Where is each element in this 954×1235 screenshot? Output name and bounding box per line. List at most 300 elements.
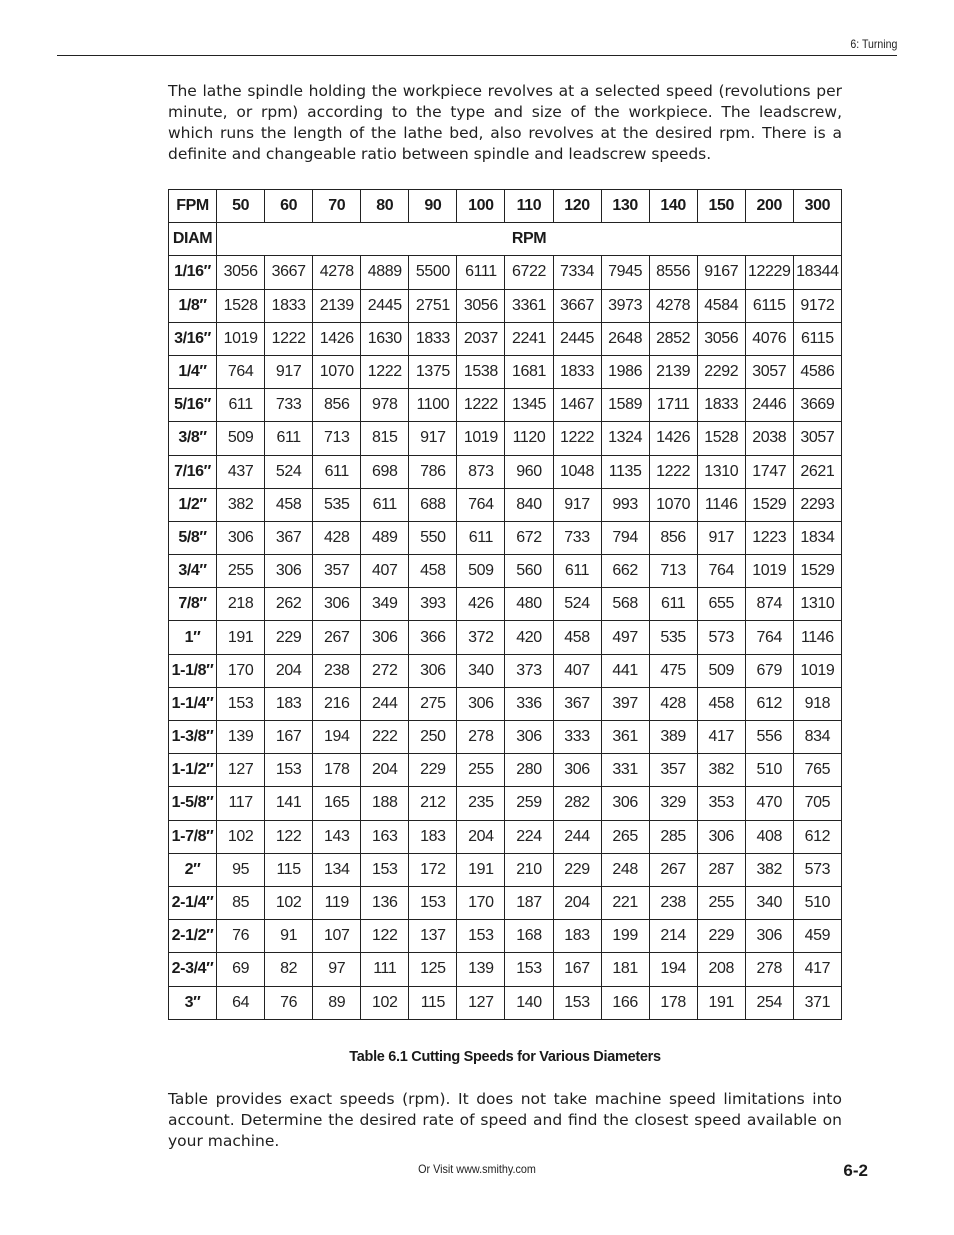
- table-row: [169, 521, 842, 554]
- rpm-cell: 259: [505, 787, 553, 820]
- rpm-cell: 208: [697, 953, 745, 986]
- rpm-cell: 168: [505, 920, 553, 953]
- table-row: [169, 256, 842, 289]
- rpm-cell: 765: [793, 754, 841, 787]
- rpm-cell: 3361: [505, 289, 553, 322]
- rpm-cell: 1426: [649, 422, 697, 455]
- table-row: [169, 289, 842, 322]
- rpm-cell: 1222: [361, 355, 409, 388]
- rpm-cell: 115: [265, 853, 313, 886]
- rpm-cell: 1528: [217, 289, 265, 322]
- rpm-cell: 873: [457, 455, 505, 488]
- diameter-cell: 2-1/2″: [169, 920, 217, 953]
- rpm-cell: 1324: [601, 422, 649, 455]
- rpm-cell: 655: [697, 588, 745, 621]
- diameter-cell: 3″: [169, 986, 217, 1019]
- table-row: [169, 588, 842, 621]
- rpm-cell: 111: [361, 953, 409, 986]
- rpm-cell: 361: [601, 721, 649, 754]
- rpm-cell: 194: [649, 953, 697, 986]
- diameter-cell: 1/16″: [169, 256, 217, 289]
- rpm-cell: 611: [553, 555, 601, 588]
- rpm-cell: 353: [697, 787, 745, 820]
- rpm-cell: 489: [361, 521, 409, 554]
- table-caption: Table 6.1 Cutting Speeds for Various Diameters: [349, 1049, 661, 1065]
- rpm-cell: 115: [409, 986, 457, 1019]
- diameter-cell: 1-1/8″: [169, 654, 217, 687]
- rpm-cell: 1310: [793, 588, 841, 621]
- rpm-cell: 2445: [361, 289, 409, 322]
- rpm-cell: 2621: [793, 455, 841, 488]
- rpm-cell: 183: [409, 820, 457, 853]
- fpm-label: FPM: [169, 190, 217, 223]
- diameter-cell: 2-1/4″: [169, 886, 217, 919]
- rpm-cell: 2292: [697, 355, 745, 388]
- rpm-cell: 102: [217, 820, 265, 853]
- table-row: [169, 886, 842, 919]
- rpm-cell: 97: [313, 953, 361, 986]
- rpm-cell: 191: [217, 621, 265, 654]
- rpm-cell: 282: [553, 787, 601, 820]
- rpm-cell: 535: [649, 621, 697, 654]
- rpm-cell: 357: [313, 555, 361, 588]
- rpm-cell: 573: [793, 853, 841, 886]
- rpm-cell: 4584: [697, 289, 745, 322]
- rpm-cell: 216: [313, 687, 361, 720]
- rpm-cell: 143: [313, 820, 361, 853]
- rpm-cell: 1310: [697, 455, 745, 488]
- fpm-value: 130: [601, 190, 649, 223]
- rpm-cell: 382: [217, 488, 265, 521]
- rpm-cell: 127: [217, 754, 265, 787]
- rpm-cell: 127: [457, 986, 505, 1019]
- rpm-cell: 140: [505, 986, 553, 1019]
- diameter-cell: 7/16″: [169, 455, 217, 488]
- rpm-cell: 139: [217, 721, 265, 754]
- table-row: [169, 455, 842, 488]
- rpm-cell: 191: [697, 986, 745, 1019]
- rpm-cell: 1747: [745, 455, 793, 488]
- rpm-cell: 389: [649, 721, 697, 754]
- rpm-cell: 1467: [553, 389, 601, 422]
- rpm-cell: 733: [553, 521, 601, 554]
- rpm-cell: 705: [793, 787, 841, 820]
- rpm-cell: 560: [505, 555, 553, 588]
- rpm-cell: 407: [361, 555, 409, 588]
- table-row: [169, 422, 842, 455]
- rpm-cell: 1222: [553, 422, 601, 455]
- diameter-cell: 2-3/4″: [169, 953, 217, 986]
- rpm-cell: 306: [697, 820, 745, 853]
- rpm-cell: 662: [601, 555, 649, 588]
- rpm-cell: 2751: [409, 289, 457, 322]
- rpm-cell: 372: [457, 621, 505, 654]
- rpm-cell: 267: [649, 853, 697, 886]
- rpm-cell: 458: [265, 488, 313, 521]
- rpm-cell: 480: [505, 588, 553, 621]
- rpm-cell: 349: [361, 588, 409, 621]
- rpm-label: RPM: [217, 223, 842, 256]
- rpm-cell: 382: [697, 754, 745, 787]
- rpm-cell: 1529: [745, 488, 793, 521]
- rpm-cell: 1070: [649, 488, 697, 521]
- rpm-cell: 497: [601, 621, 649, 654]
- rpm-cell: 82: [265, 953, 313, 986]
- rpm-cell: 1019: [217, 322, 265, 355]
- rpm-cell: 366: [409, 621, 457, 654]
- rpm-cell: 420: [505, 621, 553, 654]
- rpm-cell: 2139: [313, 289, 361, 322]
- rpm-cell: 141: [265, 787, 313, 820]
- rpm-cell: 917: [553, 488, 601, 521]
- rpm-cell: 85: [217, 886, 265, 919]
- rpm-cell: 856: [313, 389, 361, 422]
- rpm-cell: 874: [745, 588, 793, 621]
- rpm-cell: 183: [553, 920, 601, 953]
- rpm-cell: 336: [505, 687, 553, 720]
- rpm-cell: 470: [745, 787, 793, 820]
- rpm-cell: 187: [505, 886, 553, 919]
- rpm-cell: 204: [457, 820, 505, 853]
- rpm-cell: 244: [553, 820, 601, 853]
- rpm-cell: 764: [745, 621, 793, 654]
- rpm-cell: 136: [361, 886, 409, 919]
- table-row: [169, 488, 842, 521]
- rpm-cell: 204: [361, 754, 409, 787]
- diameter-cell: 1-3/8″: [169, 721, 217, 754]
- rpm-cell: 840: [505, 488, 553, 521]
- diameter-cell: 2″: [169, 853, 217, 886]
- rpm-cell: 153: [505, 953, 553, 986]
- rpm-cell: 393: [409, 588, 457, 621]
- fpm-value: 110: [505, 190, 553, 223]
- rpm-cell: 178: [313, 754, 361, 787]
- rpm-cell: 238: [313, 654, 361, 687]
- rpm-cell: 178: [649, 986, 697, 1019]
- rpm-cell: 194: [313, 721, 361, 754]
- table-row: [169, 920, 842, 953]
- rpm-cell: 340: [457, 654, 505, 687]
- rpm-cell: 371: [793, 986, 841, 1019]
- rpm-cell: 688: [409, 488, 457, 521]
- rpm-cell: 244: [361, 687, 409, 720]
- table-row: [169, 389, 842, 422]
- fpm-value: 60: [265, 190, 313, 223]
- rpm-cell: 329: [649, 787, 697, 820]
- rpm-cell: 265: [601, 820, 649, 853]
- rpm-cell: 458: [697, 687, 745, 720]
- rpm-cell: 698: [361, 455, 409, 488]
- rpm-cell: 183: [265, 687, 313, 720]
- page-number: 6-2: [843, 1161, 868, 1180]
- rpm-cell: 1833: [697, 389, 745, 422]
- rpm-cell: 139: [457, 953, 505, 986]
- rpm-cell: 535: [313, 488, 361, 521]
- rpm-cell: 181: [601, 953, 649, 986]
- rpm-cell: 367: [265, 521, 313, 554]
- rpm-cell: 331: [601, 754, 649, 787]
- rpm-cell: 1222: [457, 389, 505, 422]
- rpm-cell: 125: [409, 953, 457, 986]
- rpm-cell: 917: [265, 355, 313, 388]
- fpm-value: 300: [793, 190, 841, 223]
- rpm-cell: 9167: [697, 256, 745, 289]
- rpm-cell: 441: [601, 654, 649, 687]
- rpm-cell: 917: [697, 521, 745, 554]
- diam-header-row: [169, 223, 842, 256]
- rpm-cell: 285: [649, 820, 697, 853]
- diameter-cell: 5/16″: [169, 389, 217, 422]
- fpm-value: 200: [745, 190, 793, 223]
- rpm-cell: 1834: [793, 521, 841, 554]
- rpm-cell: 229: [409, 754, 457, 787]
- rpm-cell: 6115: [745, 289, 793, 322]
- rpm-cell: 165: [313, 787, 361, 820]
- rpm-cell: 611: [265, 422, 313, 455]
- rpm-cell: 221: [601, 886, 649, 919]
- rpm-cell: 254: [745, 986, 793, 1019]
- table-row: [169, 754, 842, 787]
- intro-paragraph: The lathe spindle holding the workpiece revolves at a selected speed (revolutions per minute, or rpm) according to the type and size of the workpiece. The leadscrew, which runs the length of the lathe bed, also revolves at the desired rpm. There is a definite and changeable ratio between spindle and leadscrew speeds.: [168, 82, 842, 163]
- rpm-cell: 834: [793, 721, 841, 754]
- fpm-value: 120: [553, 190, 601, 223]
- rpm-cell: 960: [505, 455, 553, 488]
- rpm-cell: 612: [745, 687, 793, 720]
- rpm-cell: 340: [745, 886, 793, 919]
- diameter-cell: 1/4″: [169, 355, 217, 388]
- table-row: [169, 986, 842, 1019]
- rpm-cell: 224: [505, 820, 553, 853]
- rpm-cell: 204: [553, 886, 601, 919]
- rpm-cell: 3973: [601, 289, 649, 322]
- rpm-cell: 306: [361, 621, 409, 654]
- rpm-cell: 1529: [793, 555, 841, 588]
- rpm-cell: 509: [457, 555, 505, 588]
- section-label: 6: Turning: [850, 37, 897, 51]
- rpm-cell: 102: [361, 986, 409, 1019]
- rpm-cell: 458: [553, 621, 601, 654]
- rpm-cell: 1070: [313, 355, 361, 388]
- table-row: [169, 787, 842, 820]
- diameter-cell: 5/8″: [169, 521, 217, 554]
- rpm-cell: 306: [553, 754, 601, 787]
- rpm-cell: 250: [409, 721, 457, 754]
- rpm-cell: 978: [361, 389, 409, 422]
- rpm-cell: 426: [457, 588, 505, 621]
- rpm-cell: 408: [745, 820, 793, 853]
- rpm-cell: 1146: [697, 488, 745, 521]
- rpm-cell: 210: [505, 853, 553, 886]
- rpm-cell: 4586: [793, 355, 841, 388]
- rpm-cell: 611: [649, 588, 697, 621]
- rpm-cell: 524: [553, 588, 601, 621]
- rpm-cell: 117: [217, 787, 265, 820]
- table-row: [169, 953, 842, 986]
- rpm-cell: 4278: [649, 289, 697, 322]
- rpm-cell: 166: [601, 986, 649, 1019]
- rpm-cell: 568: [601, 588, 649, 621]
- rpm-cell: 153: [265, 754, 313, 787]
- table-row: [169, 654, 842, 687]
- rpm-cell: 214: [649, 920, 697, 953]
- rpm-cell: 428: [649, 687, 697, 720]
- diameter-cell: 1-1/4″: [169, 687, 217, 720]
- rpm-cell: 713: [313, 422, 361, 455]
- fpm-value: 70: [313, 190, 361, 223]
- diameter-cell: 3/8″: [169, 422, 217, 455]
- rpm-cell: 6115: [793, 322, 841, 355]
- rpm-cell: 1135: [601, 455, 649, 488]
- rpm-cell: 229: [265, 621, 313, 654]
- rpm-cell: 170: [217, 654, 265, 687]
- rpm-cell: 367: [553, 687, 601, 720]
- rpm-cell: 153: [361, 853, 409, 886]
- rpm-cell: 167: [553, 953, 601, 986]
- rpm-cell: 2648: [601, 322, 649, 355]
- rpm-cell: 306: [409, 654, 457, 687]
- rpm-cell: 856: [649, 521, 697, 554]
- rpm-cell: 417: [697, 721, 745, 754]
- rpm-cell: 917: [409, 422, 457, 455]
- fpm-value: 140: [649, 190, 697, 223]
- table-row: [169, 721, 842, 754]
- rpm-cell: 306: [313, 588, 361, 621]
- rpm-cell: 510: [793, 886, 841, 919]
- rpm-cell: 134: [313, 853, 361, 886]
- rpm-cell: 199: [601, 920, 649, 953]
- diam-label: DIAM: [169, 223, 217, 256]
- rpm-cell: 612: [793, 820, 841, 853]
- rpm-cell: 212: [409, 787, 457, 820]
- rpm-cell: 786: [409, 455, 457, 488]
- rpm-cell: 1833: [265, 289, 313, 322]
- rpm-cell: 357: [649, 754, 697, 787]
- rpm-cell: 204: [265, 654, 313, 687]
- rpm-cell: 458: [409, 555, 457, 588]
- table-row: [169, 687, 842, 720]
- rpm-cell: 764: [697, 555, 745, 588]
- rpm-cell: 733: [265, 389, 313, 422]
- table-row: [169, 621, 842, 654]
- table-row: [169, 820, 842, 853]
- rpm-cell: 1630: [361, 322, 409, 355]
- rpm-cell: 153: [553, 986, 601, 1019]
- rpm-cell: 1833: [409, 322, 457, 355]
- rpm-cell: 611: [457, 521, 505, 554]
- rpm-cell: 7334: [553, 256, 601, 289]
- rpm-cell: 475: [649, 654, 697, 687]
- rpm-cell: 3056: [457, 289, 505, 322]
- rpm-cell: 64: [217, 986, 265, 1019]
- rpm-cell: 248: [601, 853, 649, 886]
- fpm-header-row: [169, 190, 842, 223]
- rpm-cell: 2852: [649, 322, 697, 355]
- rpm-cell: 713: [649, 555, 697, 588]
- rpm-cell: 278: [745, 953, 793, 986]
- rpm-cell: 3669: [793, 389, 841, 422]
- rpm-cell: 1833: [553, 355, 601, 388]
- rpm-cell: 119: [313, 886, 361, 919]
- rpm-cell: 993: [601, 488, 649, 521]
- fpm-value: 100: [457, 190, 505, 223]
- rpm-cell: 262: [265, 588, 313, 621]
- rpm-cell: 218: [217, 588, 265, 621]
- rpm-cell: 510: [745, 754, 793, 787]
- rpm-cell: 1222: [265, 322, 313, 355]
- footer-link[interactable]: Or Visit www.smithy.com: [418, 1162, 536, 1176]
- rpm-cell: 1345: [505, 389, 553, 422]
- rpm-cell: 509: [217, 422, 265, 455]
- header-rule: [57, 55, 897, 56]
- rpm-cell: 306: [601, 787, 649, 820]
- cutting-speeds-table: [168, 189, 842, 1020]
- diameter-cell: 3/4″: [169, 555, 217, 588]
- rpm-cell: 153: [409, 886, 457, 919]
- diameter-cell: 1/2″: [169, 488, 217, 521]
- rpm-cell: 76: [217, 920, 265, 953]
- rpm-cell: 255: [457, 754, 505, 787]
- rpm-cell: 163: [361, 820, 409, 853]
- rpm-cell: 1146: [793, 621, 841, 654]
- diameter-cell: 1-7/8″: [169, 820, 217, 853]
- rpm-cell: 191: [457, 853, 505, 886]
- rpm-cell: 76: [265, 986, 313, 1019]
- rpm-cell: 815: [361, 422, 409, 455]
- rpm-cell: 1538: [457, 355, 505, 388]
- fpm-value: 90: [409, 190, 457, 223]
- diameter-cell: 1/8″: [169, 289, 217, 322]
- rpm-cell: 509: [697, 654, 745, 687]
- rpm-cell: 611: [313, 455, 361, 488]
- diameter-cell: 1-1/2″: [169, 754, 217, 787]
- rpm-cell: 1711: [649, 389, 697, 422]
- table-row: [169, 853, 842, 886]
- rpm-cell: 1223: [745, 521, 793, 554]
- rpm-cell: 1120: [505, 422, 553, 455]
- rpm-cell: 1048: [553, 455, 601, 488]
- rpm-cell: 4076: [745, 322, 793, 355]
- rpm-cell: 306: [745, 920, 793, 953]
- rpm-cell: 9172: [793, 289, 841, 322]
- rpm-cell: 153: [457, 920, 505, 953]
- rpm-cell: 373: [505, 654, 553, 687]
- rpm-cell: 5500: [409, 256, 457, 289]
- rpm-cell: 91: [265, 920, 313, 953]
- rpm-cell: 255: [217, 555, 265, 588]
- rpm-cell: 229: [697, 920, 745, 953]
- rpm-cell: 2139: [649, 355, 697, 388]
- rpm-cell: 333: [553, 721, 601, 754]
- fpm-value: 150: [697, 190, 745, 223]
- rpm-cell: 107: [313, 920, 361, 953]
- rpm-cell: 102: [265, 886, 313, 919]
- fpm-value: 50: [217, 190, 265, 223]
- rpm-cell: 4278: [313, 256, 361, 289]
- table-row: [169, 555, 842, 588]
- rpm-cell: 3667: [553, 289, 601, 322]
- rpm-cell: 2037: [457, 322, 505, 355]
- rpm-cell: 417: [793, 953, 841, 986]
- rpm-cell: 382: [745, 853, 793, 886]
- rpm-cell: 2241: [505, 322, 553, 355]
- rpm-cell: 550: [409, 521, 457, 554]
- rpm-cell: 3056: [697, 322, 745, 355]
- rpm-cell: 306: [505, 721, 553, 754]
- rpm-cell: 407: [553, 654, 601, 687]
- rpm-cell: 137: [409, 920, 457, 953]
- rpm-cell: 122: [361, 920, 409, 953]
- rpm-cell: 89: [313, 986, 361, 1019]
